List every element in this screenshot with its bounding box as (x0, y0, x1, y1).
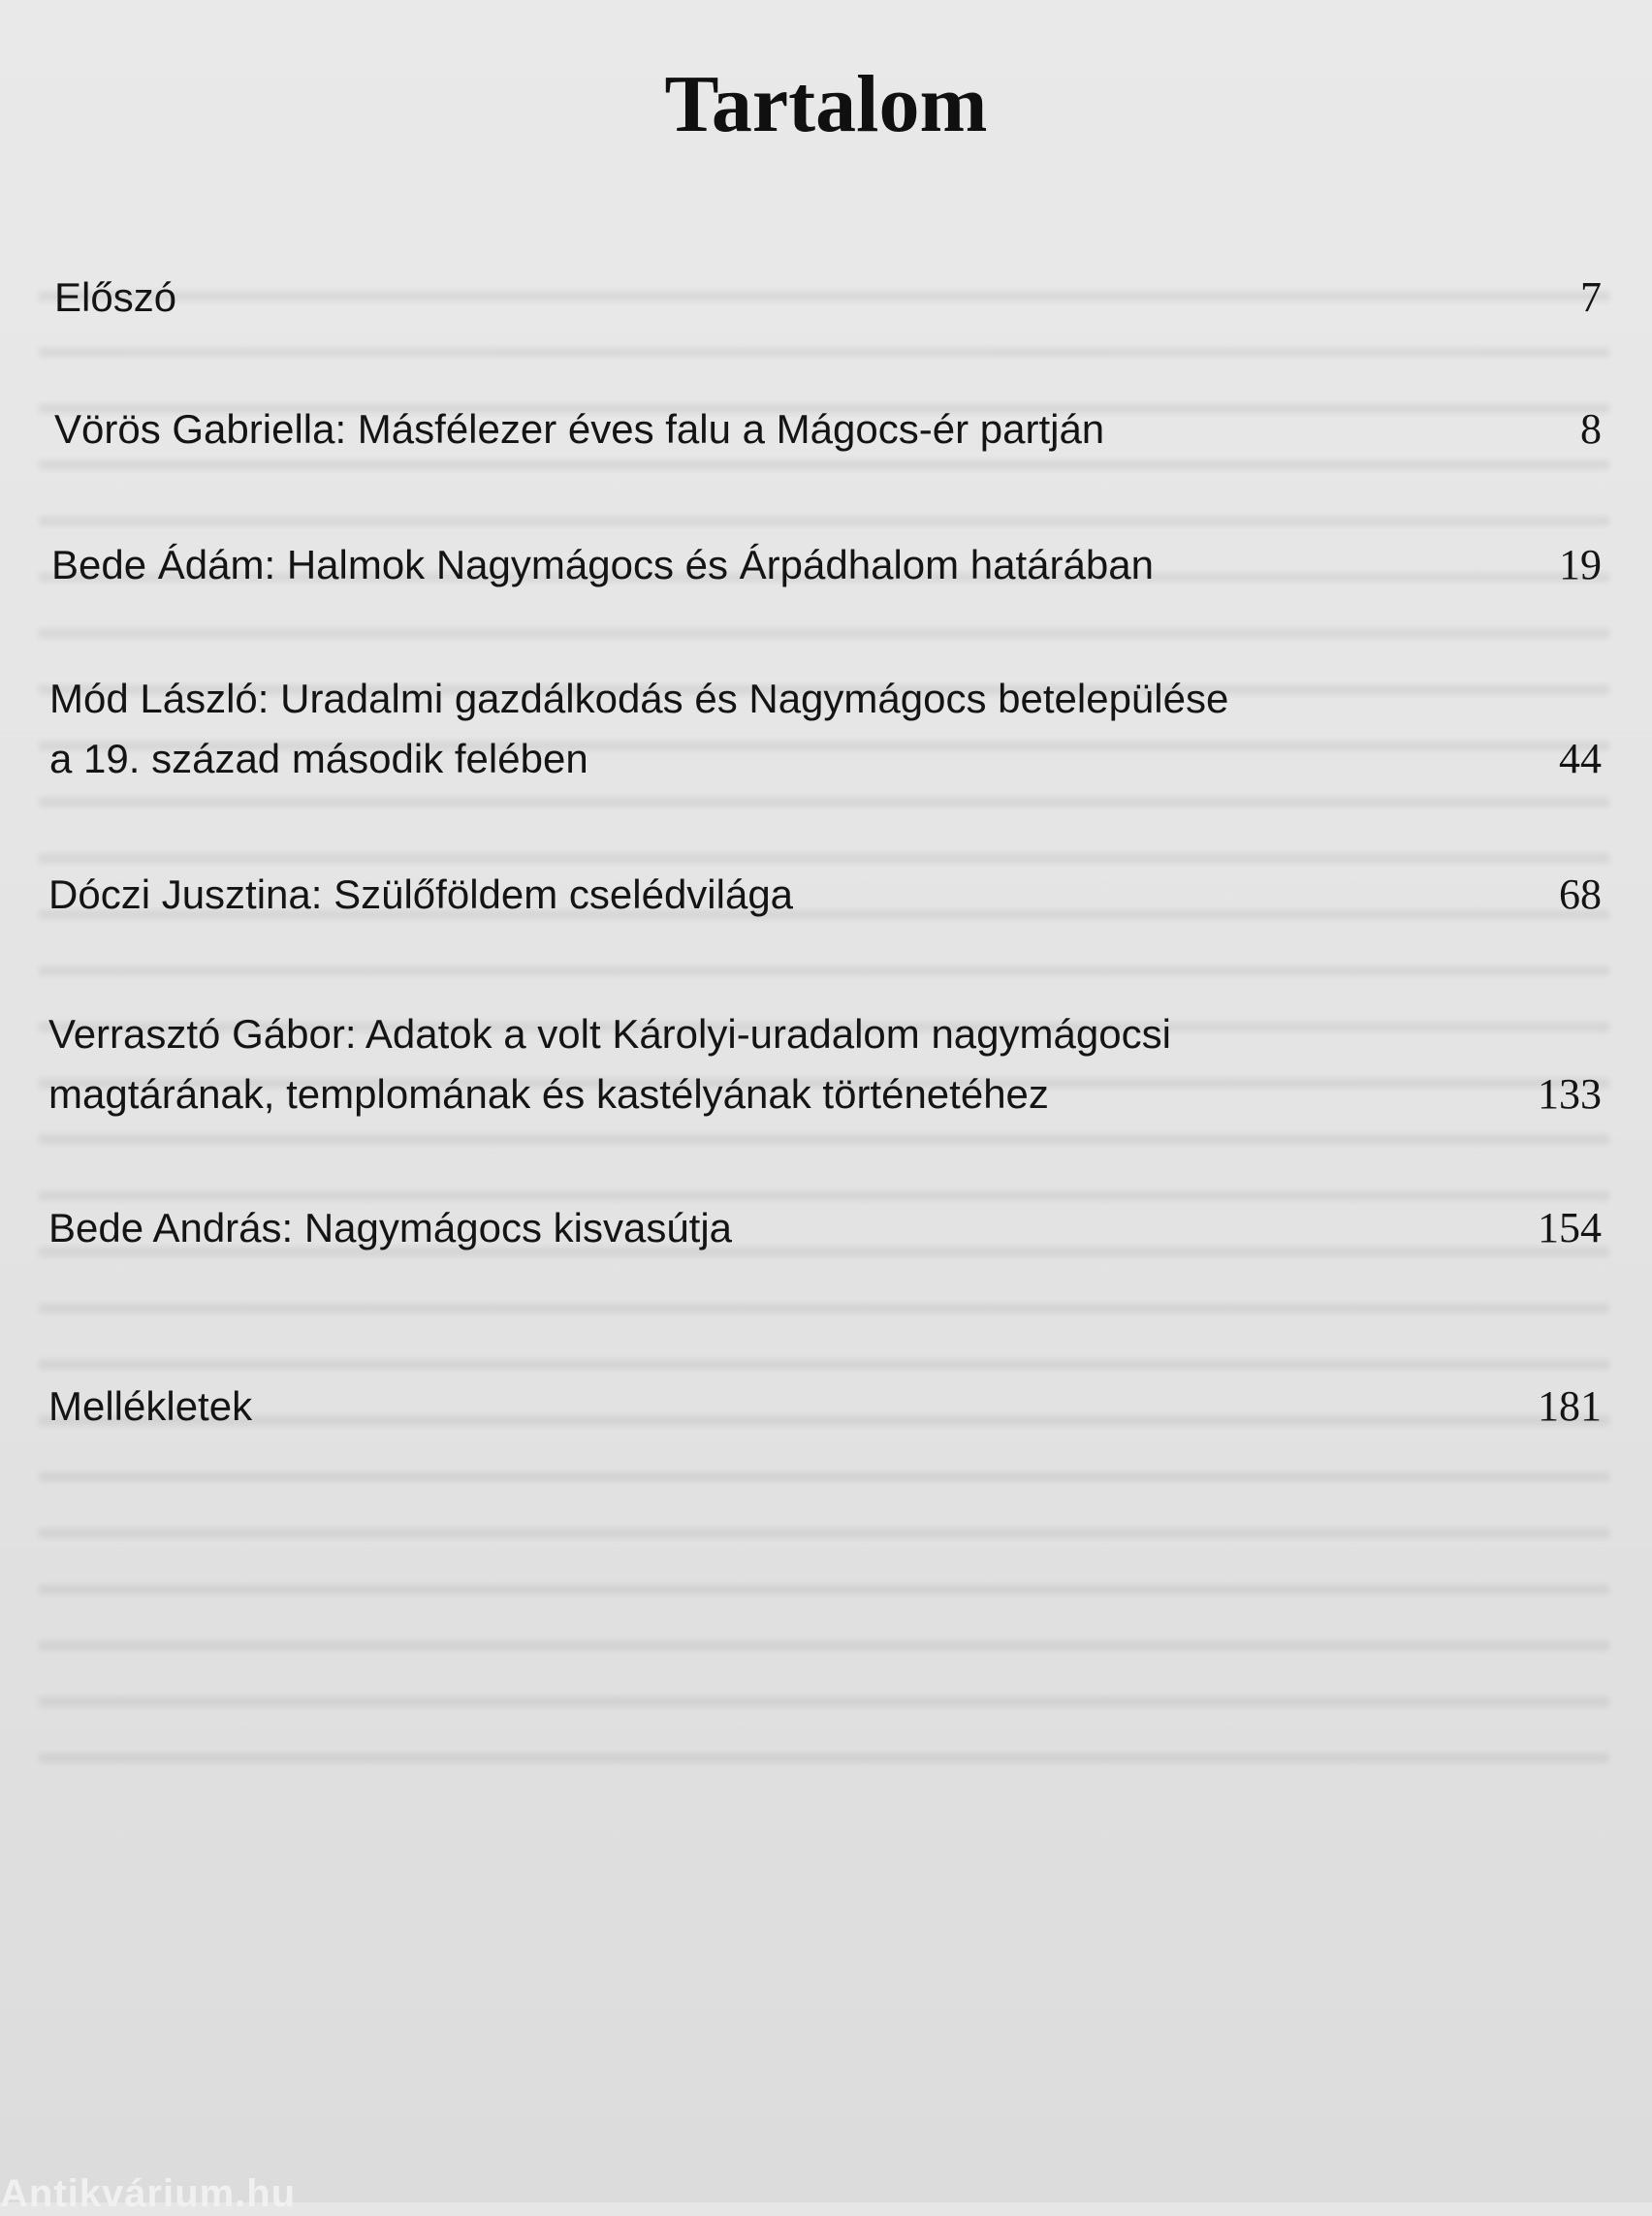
toc-entry-mod-laszlo (48, 669, 1602, 789)
toc-page-number: 44 (1559, 735, 1602, 782)
toc-entry-title (48, 1004, 1406, 1124)
toc-page-number: 181 (1538, 1382, 1602, 1430)
toc-entry-title (51, 535, 1409, 595)
toc-entry-title (54, 399, 1412, 459)
toc-title-line: Mód László: Uradalmi gazdálkodás és Nagymágocs betelepülése (49, 676, 1229, 721)
toc-title-line: Mellékletek (48, 1383, 253, 1429)
toc-entry-bede-adam (48, 535, 1602, 595)
toc-title-line: Verrasztó Gábor: Adatok a volt Károlyi-uradalom nagymágocsi (48, 1011, 1171, 1057)
toc-page-number: 8 (1580, 405, 1602, 453)
toc-page-number: 68 (1559, 871, 1602, 918)
toc-page-number: 7 (1580, 273, 1602, 321)
toc-entry-doczi-jusztina (48, 865, 1602, 925)
toc-page-number: 19 (1559, 541, 1602, 588)
toc-title-line: a 19. század második felében (49, 736, 588, 781)
toc-entry-bede-andras (48, 1198, 1602, 1258)
toc-page-number: 154 (1538, 1204, 1602, 1251)
toc-title-line: Vörös Gabriella: Másfélezer éves falu a Mágocs-ér partján (54, 406, 1105, 452)
toc-entry-voros-gabriella (48, 399, 1602, 459)
toc-entry-mellekletek (48, 1377, 1602, 1437)
toc-entry-title (48, 1198, 1406, 1258)
toc-entry-title (54, 268, 1412, 328)
toc-entry-title (49, 669, 1407, 789)
toc-title-line: Bede András: Nagymágocs kisvasútja (48, 1205, 733, 1250)
toc-entry-title (48, 865, 1406, 925)
page-title: Tartalom (664, 59, 988, 149)
toc-entry-eloszo (48, 268, 1602, 328)
toc-page-number: 133 (1538, 1070, 1602, 1118)
toc-title-line: Bede Ádám: Halmok Nagymágocs és Árpádhalom határában (51, 542, 1154, 587)
toc-title-line: Dóczi Jusztina: Szülőföldem cselédvilága (48, 871, 794, 917)
toc-entry-title (48, 1377, 1406, 1437)
watermark: Antikvárium.hu (0, 2172, 297, 2215)
toc-title-line: magtárának, templomának és kastélyának történetéhez (48, 1071, 1049, 1117)
toc-entry-verraszto-gabor (48, 1004, 1602, 1124)
toc-title-line: Előszó (54, 274, 177, 320)
